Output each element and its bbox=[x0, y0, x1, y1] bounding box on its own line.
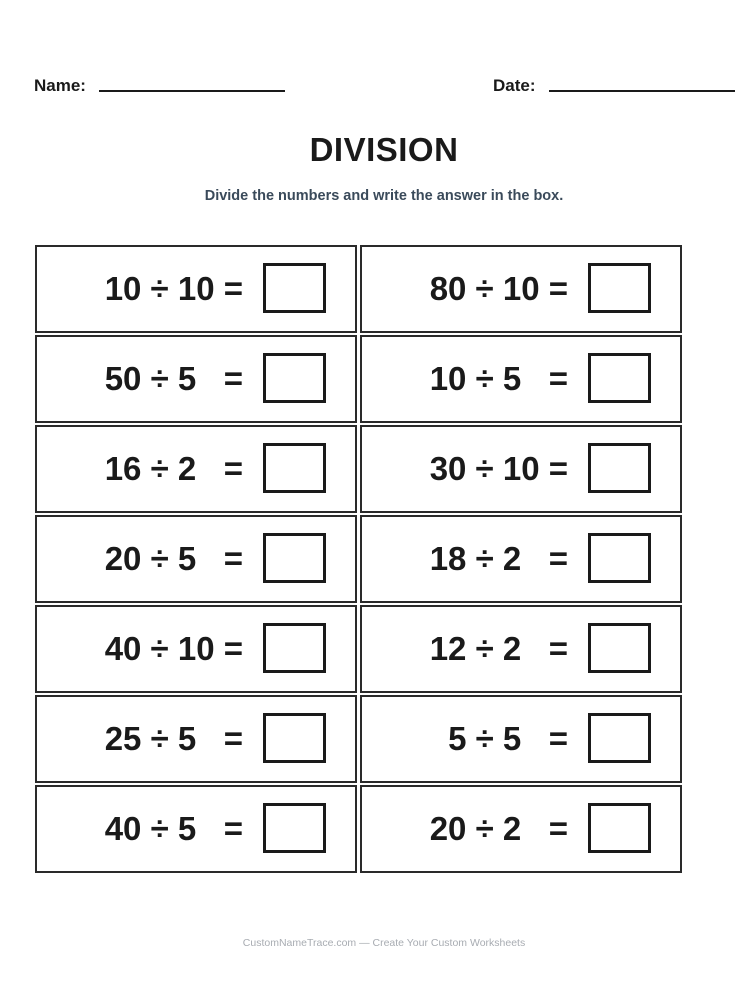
answer-box bbox=[263, 533, 326, 583]
problem-equation: 16 ÷ 2 = bbox=[104, 450, 243, 487]
answer-box bbox=[588, 623, 651, 673]
problem-equation: 10 ÷ 5 = bbox=[429, 360, 568, 397]
problem-cell bbox=[360, 335, 682, 423]
problem-cell bbox=[360, 695, 682, 783]
problem-cell bbox=[35, 515, 357, 603]
problem-equation: 30 ÷ 10 = bbox=[429, 450, 568, 487]
problem-equation: 12 ÷ 2 = bbox=[429, 630, 568, 667]
answer-box bbox=[588, 353, 651, 403]
problem-cell bbox=[35, 785, 357, 873]
answer-box bbox=[588, 713, 651, 763]
name-write-line bbox=[99, 90, 285, 92]
problem-cell bbox=[35, 245, 357, 333]
problem-cell bbox=[35, 425, 357, 513]
problem-equation: 18 ÷ 2 = bbox=[429, 540, 568, 577]
problem-grid bbox=[35, 245, 682, 873]
instructions: Divide the numbers and write the answer in the box. bbox=[204, 188, 564, 204]
answer-box bbox=[263, 713, 326, 763]
problem-equation: 40 ÷ 5 = bbox=[104, 810, 243, 847]
answer-box bbox=[588, 533, 651, 583]
problem-cell bbox=[360, 425, 682, 513]
answer-box bbox=[263, 623, 326, 673]
problem-equation: 40 ÷ 10 = bbox=[104, 630, 243, 667]
problem-cell bbox=[35, 695, 357, 783]
answer-box bbox=[263, 353, 326, 403]
problem-equation: 50 ÷ 5 = bbox=[104, 360, 243, 397]
page-title: DIVISION bbox=[309, 131, 459, 168]
answer-box bbox=[588, 443, 651, 493]
problem-equation: 10 ÷ 10 = bbox=[104, 270, 243, 307]
answer-box bbox=[263, 443, 326, 493]
problem-cell bbox=[360, 245, 682, 333]
date-label: Date: bbox=[493, 76, 536, 95]
problem-cell bbox=[35, 335, 357, 423]
answer-box bbox=[263, 803, 326, 853]
name-label: Name: bbox=[34, 76, 86, 95]
date-field bbox=[493, 76, 735, 96]
date-write-line bbox=[549, 90, 735, 92]
problem-equation: 25 ÷ 5 = bbox=[104, 720, 243, 757]
problem-cell bbox=[360, 515, 682, 603]
footer-credit: CustomNameTrace.com — Create Your Custom Worksheets bbox=[242, 937, 526, 949]
problem-cell bbox=[360, 785, 682, 873]
problem-equation: 80 ÷ 10 = bbox=[429, 270, 568, 307]
answer-box bbox=[263, 263, 326, 313]
problem-equation: 5 ÷ 5 = bbox=[448, 720, 568, 757]
answer-box bbox=[588, 803, 651, 853]
problem-equation: 20 ÷ 5 = bbox=[104, 540, 243, 577]
problem-cell bbox=[360, 605, 682, 693]
answer-box bbox=[588, 263, 651, 313]
name-field bbox=[34, 76, 285, 96]
problem-equation: 20 ÷ 2 = bbox=[429, 810, 568, 847]
problem-cell bbox=[35, 605, 357, 693]
